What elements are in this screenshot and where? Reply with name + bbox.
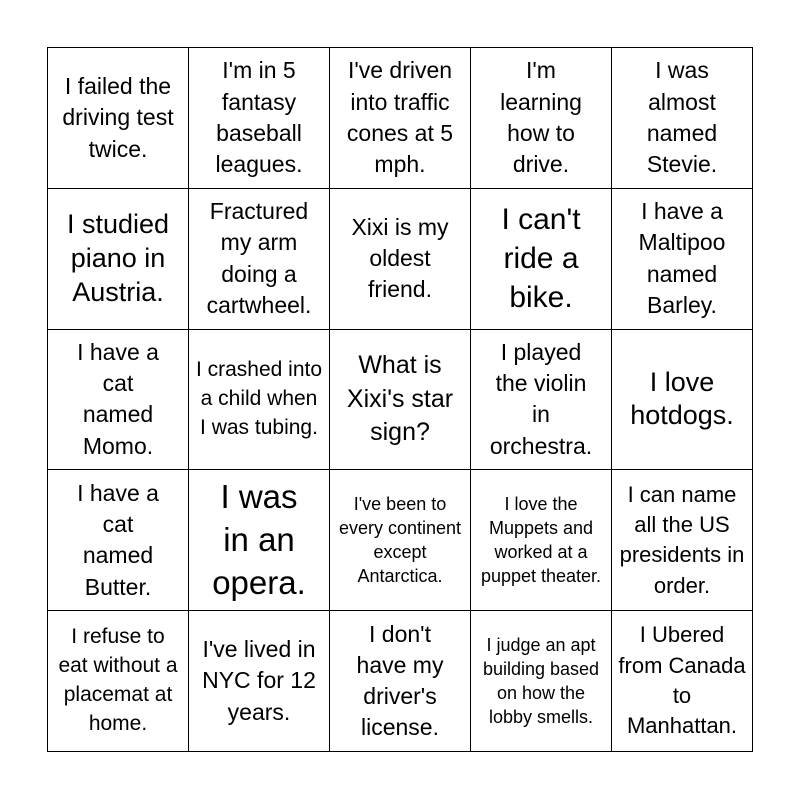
bingo-cell-text: I failed the driving test twice.	[62, 73, 174, 162]
bingo-cell-text: Xixi is my oldest friend.	[351, 213, 449, 303]
bingo-cell-r2c3[interactable]	[330, 189, 471, 330]
bingo-cell-text: I crashed into a child when I was tubing.	[195, 358, 323, 439]
bingo-cell-r5c1[interactable]	[48, 611, 189, 752]
bingo-cell-text: I was almost named Stevie.	[646, 57, 718, 178]
bingo-cell-r2c1[interactable]	[48, 189, 189, 330]
bingo-cell-r1c2[interactable]	[189, 48, 330, 189]
bingo-cell-r5c5[interactable]	[612, 611, 753, 752]
bingo-cell-r1c3[interactable]	[330, 48, 471, 189]
bingo-cell-text: I have a cat named Momo.	[77, 338, 159, 459]
bingo-cell-r3c3[interactable]	[330, 330, 471, 471]
bingo-board	[47, 47, 753, 752]
bingo-cell-text: I refuse to eat without a placemat at home.	[58, 625, 178, 736]
bingo-cell-text: What is Xixi's star sign?	[346, 350, 454, 447]
bingo-cell-r2c4[interactable]	[471, 189, 612, 330]
bingo-cell-r3c1[interactable]	[48, 330, 189, 471]
bingo-cell-r3c4[interactable]	[471, 330, 612, 471]
bingo-cell-text: I was in an opera.	[212, 477, 306, 601]
bingo-cell-text: I judge an apt building based on how the lobby smells.	[482, 634, 600, 728]
bingo-cell-r1c1[interactable]	[48, 48, 189, 189]
bingo-cell-r3c5[interactable]	[612, 330, 753, 471]
bingo-cell-text: I have a Maltipoo named Barley.	[638, 198, 726, 318]
bingo-cell-text: I played the violin in orchestra.	[489, 338, 593, 459]
bingo-cell-r3c2[interactable]	[189, 330, 330, 471]
bingo-cell-r5c4[interactable]	[471, 611, 612, 752]
bingo-cell-text: I'm learning how to drive.	[500, 57, 582, 178]
bingo-cell-text: I can't ride a bike.	[501, 203, 581, 315]
bingo-cell-r1c5[interactable]	[612, 48, 753, 189]
bingo-cell-text: I have a cat named Butter.	[77, 479, 159, 600]
bingo-cell-r5c2[interactable]	[189, 611, 330, 752]
bingo-cell-text: I've been to every continent except Antarctica.	[338, 494, 462, 587]
bingo-cell-text: I love the Muppets and worked at a puppet theater.	[480, 494, 602, 587]
bingo-cell-r4c1[interactable]	[48, 470, 189, 611]
bingo-cell-r2c2[interactable]	[189, 189, 330, 330]
bingo-cell-text: I don't have my driver's license.	[356, 620, 444, 741]
bingo-cell-text: Fractured my arm doing a cartwheel.	[206, 198, 312, 318]
bingo-cell-r1c4[interactable]	[471, 48, 612, 189]
bingo-cell-r2c5[interactable]	[612, 189, 753, 330]
bingo-cell-text: I'm in 5 fantasy baseball leagues.	[215, 57, 303, 178]
bingo-cell-r5c3[interactable]	[330, 611, 471, 752]
bingo-cell-text: I Ubered from Canada to Manhattan.	[618, 622, 746, 739]
bingo-cell-text: I can name all the US presidents in order.	[619, 481, 745, 598]
bingo-cell-r4c5[interactable]	[612, 470, 753, 611]
bingo-cell-text: I've driven into traffic cones at 5 mph.	[346, 57, 454, 178]
bingo-cell-r4c2[interactable]	[189, 470, 330, 611]
bingo-cell-text: I've lived in NYC for 12 years.	[202, 636, 316, 725]
bingo-cell-text: I love hotdogs.	[630, 366, 734, 431]
bingo-cell-r4c3[interactable]	[330, 470, 471, 611]
bingo-cell-text: I studied piano in Austria.	[66, 209, 170, 307]
bingo-cell-r4c4[interactable]	[471, 470, 612, 611]
